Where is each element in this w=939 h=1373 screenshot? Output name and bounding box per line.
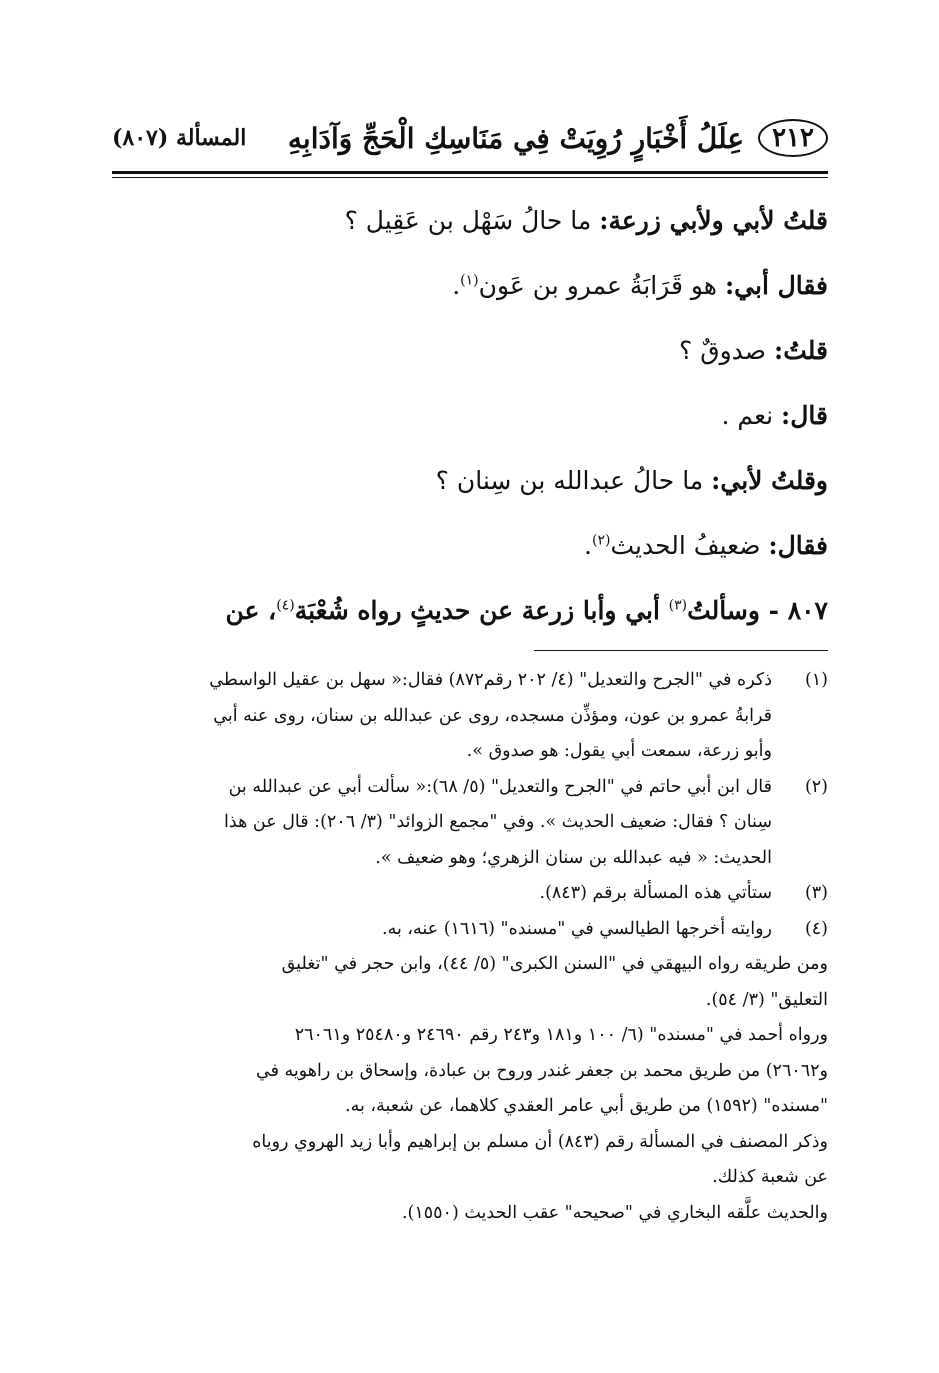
footnote-ref: (١) xyxy=(460,272,479,289)
footnote-number: (١) xyxy=(804,670,828,690)
footnote-number: (٣) xyxy=(804,883,828,903)
footnote-text: قرابةُ عمرو بن عون، ومؤذِّن مسجده، روى عن عبدالله بن سنان، روى عنه أبي xyxy=(213,705,772,726)
speaker: قال: xyxy=(781,401,828,430)
footnote-line xyxy=(112,1160,828,1196)
footnote-text: ذكره في "الجرح والتعديل" (٤/ ٢٠٢ رقم٨٧٢) فقال:« سهل بن عقيل الواسطي xyxy=(209,670,772,690)
main-line-5 xyxy=(112,448,828,513)
line-tail: . xyxy=(584,531,592,560)
main-line-1 xyxy=(112,188,828,253)
speaker: قلتُ: xyxy=(773,336,828,365)
footnote-text: ومن طريقه رواه البيهقي في "السنن الكبرى" (٥/ ٤٤)، وابن حجر في "تغليق xyxy=(281,954,828,974)
page-number: ٢١٢ xyxy=(758,119,828,157)
footnote-separator xyxy=(534,650,828,651)
header-rule-thick xyxy=(112,171,828,174)
footnote-text: وأبو زرعة، سمعت أبي يقول: هو صدوق ». xyxy=(466,741,772,761)
footnote-ref: (٣) xyxy=(668,597,688,614)
running-title: عِلَلُ أَخْبَارٍ رُوِيَتْ فِي مَنَاسِكِ الْحَجِّ وَآدَابِهِ xyxy=(287,121,745,155)
footnote-line xyxy=(112,663,828,699)
footnote-text: و٢٦٠٦٢) من طريق محمد بن جعفر غندر وروح بن عبادة، وإسحاق بن راهويه في xyxy=(255,1060,828,1081)
footnote-line xyxy=(112,841,828,877)
footnote-text: "مسنده" (١٥٩٢) من طريق أبي عامر العقدي كلاهما، عن شعبة، به. xyxy=(345,1096,828,1116)
footnote-line xyxy=(112,770,828,806)
footnote-text: سِنان ؟ فقال: ضعيف الحديث ». وفي "مجمع الزوائد" (٣/ ٢٠٦): قال عن هذا xyxy=(224,812,772,832)
line-text: صدوقٌ ؟ xyxy=(679,336,774,365)
footnote-line xyxy=(112,1054,828,1090)
speaker: وقلتُ لأبي: xyxy=(711,466,828,495)
main-line-6 xyxy=(112,513,828,578)
footnote-text: قال ابن أبي حاتم في "الجرح والتعديل" (٥/ ٦٨):« سألت أبي عن عبدالله بن xyxy=(228,776,772,797)
speaker: قلتُ لأبي ولأبي زرعة: xyxy=(599,206,828,235)
footnote-text: ورواه أحمد في "مسنده" (٦/ ١٠٠ و١٨١ و٢٤٣ رقم ٢٤٦٩٠ و٢٥٤٨٠ و٢٦٠٦١ xyxy=(294,1025,828,1045)
footnote-line xyxy=(112,1196,828,1232)
footnote-text: ستأتي هذه المسألة برقم (٨٤٣). xyxy=(539,883,772,903)
issue-label: المسألة (٨٠٧) xyxy=(112,125,247,151)
main-line-2 xyxy=(112,253,828,318)
main-line-7 xyxy=(112,578,828,643)
line-text: نعم . xyxy=(721,401,782,430)
speaker: فقال: xyxy=(768,531,828,560)
footnote-line xyxy=(112,1089,828,1125)
footnote-text: روايته أخرجها الطيالسي في "مسنده" (١٦١٦) عنه، به. xyxy=(382,918,772,939)
footnote-text: عن شعبة كذلك. xyxy=(712,1167,828,1187)
line-tail: . xyxy=(452,271,461,300)
footnote-text: وذكر المصنف في المسألة رقم (٨٤٣) أن مسلم بن إبراهيم وأبا زيد الهروي روياه xyxy=(252,1131,828,1152)
footnote-text: والحديث علَّقه البخاري في "صحيحه" عقب الحديث (١٥٥٠). xyxy=(401,1202,828,1223)
footnote-line xyxy=(112,734,828,770)
footnote-line xyxy=(112,947,828,983)
main-line-4 xyxy=(112,383,828,448)
footnote-line xyxy=(112,912,828,948)
footnote-line xyxy=(112,699,828,735)
line-text: ما حالُ عبدالله بن سِنان ؟ xyxy=(435,466,712,495)
footnotes xyxy=(112,663,828,1231)
line-text: ما حالُ سَهْل بن عَقِيل ؟ xyxy=(344,206,600,235)
page-header xyxy=(112,112,828,164)
line-text: هو قَرَابَةُ عمرو بن عَون xyxy=(478,271,725,300)
footnote-line xyxy=(112,1125,828,1161)
footnote-number: (٢) xyxy=(804,776,828,797)
speaker: فقال أبي: xyxy=(724,271,828,300)
line-tail: ، عن xyxy=(225,596,277,625)
footnote-line xyxy=(112,876,828,912)
line-tail: أبي وأبا زرعة عن حديثٍ رواه شُعْبَة xyxy=(294,596,669,625)
issue-heading: ٨٠٧ - وسألتُ xyxy=(687,596,828,625)
line-text: ضعيفُ الحديث xyxy=(610,531,769,560)
footnote-ref: (٢) xyxy=(591,532,611,549)
footnote-line xyxy=(112,983,828,1019)
footnote-number: (٤) xyxy=(804,918,828,939)
footnote-text: الحديث: « فيه عبدالله بن سنان الزهري؛ وهو ضعيف ». xyxy=(375,847,772,868)
footnote-text: التعليق" (٣/ ٥٤). xyxy=(705,989,828,1010)
footnote-ref: (٤) xyxy=(276,597,295,614)
header-rule-thin xyxy=(112,177,828,178)
footnote-line xyxy=(112,805,828,841)
footnote-line xyxy=(112,1018,828,1054)
main-line-3 xyxy=(112,318,828,383)
main-text xyxy=(112,188,828,643)
